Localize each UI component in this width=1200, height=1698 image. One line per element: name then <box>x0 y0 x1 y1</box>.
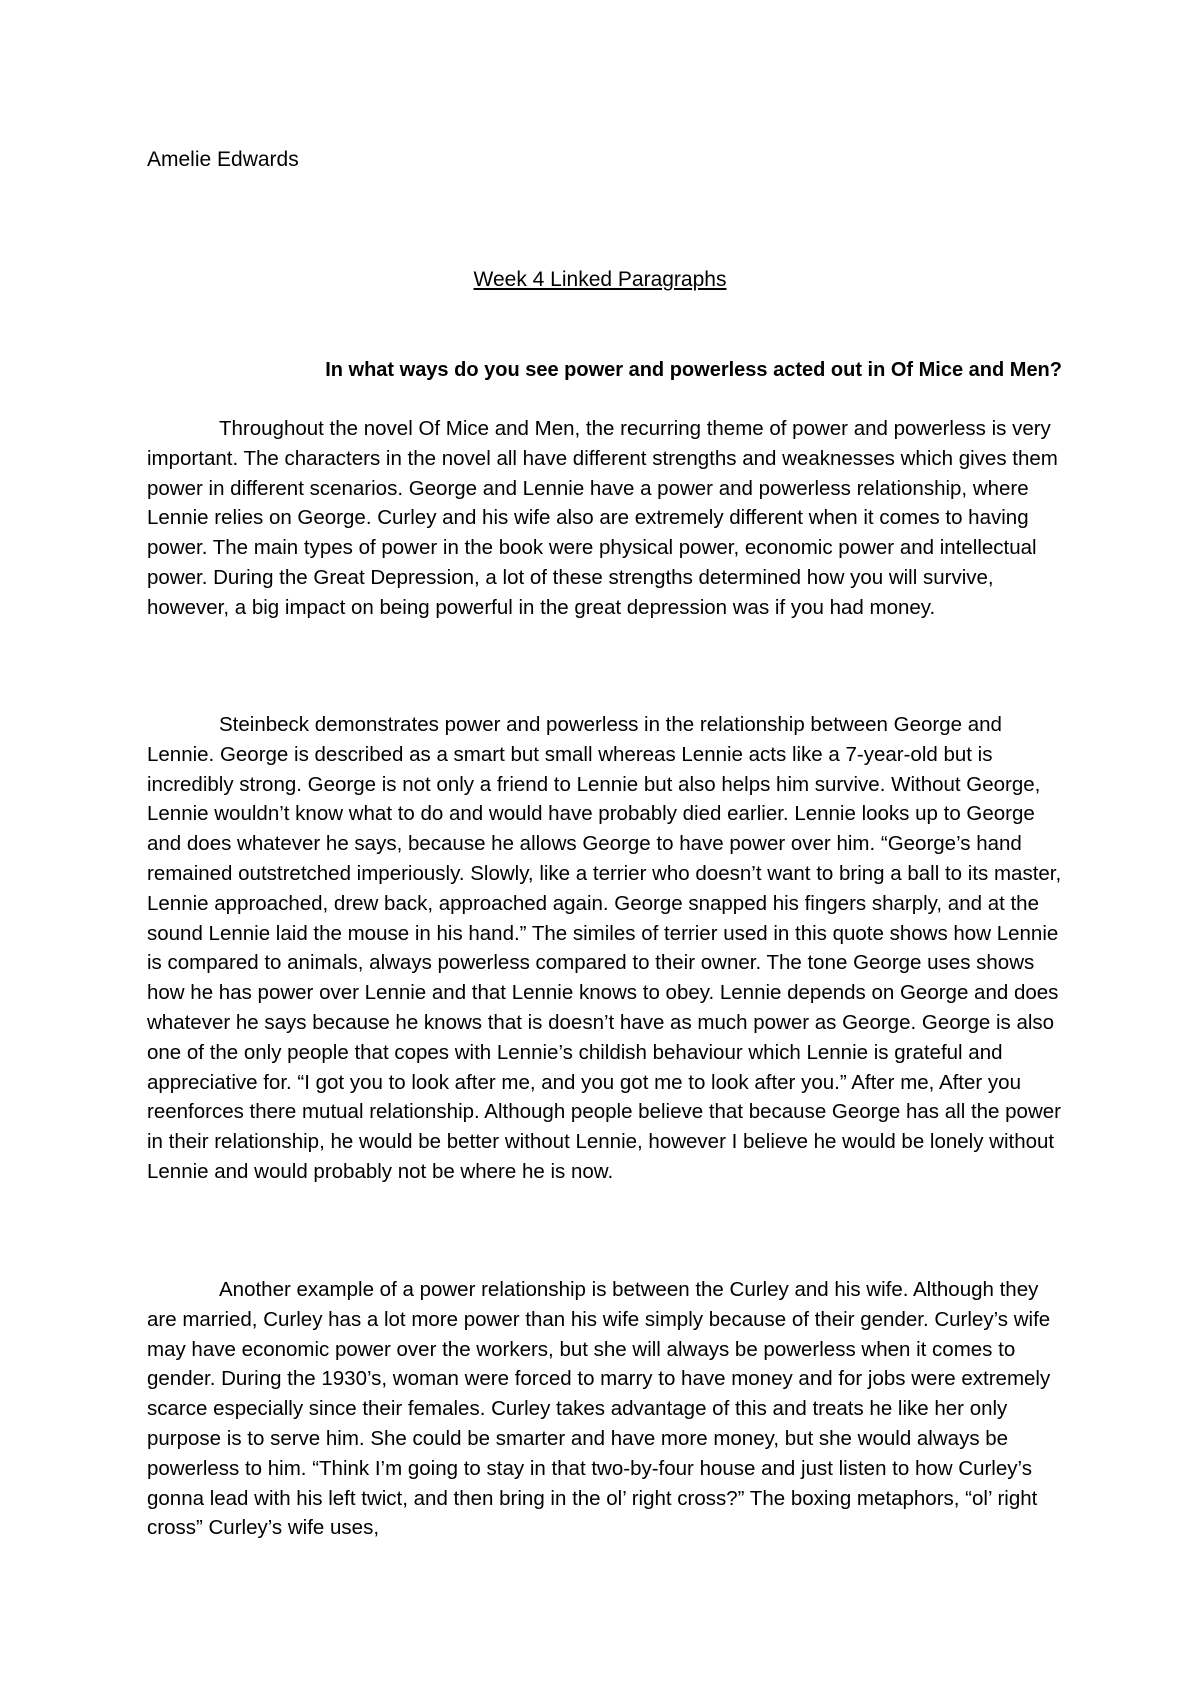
paragraph-introduction: Throughout the novel Of Mice and Men, the recurring theme of power and powerless is very important. The characters in the novel all have different strengths and weaknesses which gives them power in different scenarios. George and Lennie have a power and powerless relationship, where Lennie relies on George. Curley and his wife also are extremely different when it comes to having power. The main types of power in the book were physical power, economic power and intellectual power. During the Great Depression, a lot of these strengths determined how you will survive, however, a big impact on being powerful in the great depression was if you had money. <box>147 417 1058 619</box>
author-name: Amelie Edwards <box>147 148 299 171</box>
paragraph-curley-wife: Another example of a power relationship is between the Curley and his wife. Although they are married, Curley has a lot more power than his wife simply because of their gender. Curley’s wife may have economic power over the workers, but she will always be powerless when it comes to gender. During the 1930’s, woman were forced to marry to have money and for jobs were extremely scarce especially since their females. Curley takes advantage of this and treats he like her only purpose is to serve him. She could be smarter and have more money, but she would always be powerless to him. “Think I’m going to stay in that two-by-four house and just listen to how Curley’s gonna lead with his left twict, and then bring in the ol’ right cross?” The boxing metaphors, “ol’ right cross” Curley’s wife uses, <box>147 1278 1051 1540</box>
essay-question: In what ways do you see power and powerless acted out in Of Mice and Men? <box>325 359 1062 381</box>
paragraph-george-lennie: Steinbeck demonstrates power and powerless in the relationship between George and Lennie. George is described as a smart but small whereas Lennie acts like a 7-year-old but is incredibly strong. George is not only a friend to Lennie but also helps him survive. Without George, Lennie wouldn’t know what to do and would have probably died earlier. Lennie looks up to George and does whatever he says, because he allows George to have power over him. “George’s hand remained outstretched imperiously. Slowly, like a terrier who doesn’t want to bring a ball to its master, Lennie approached, drew back, approached again. George snapped his fingers sharply, and at the sound Lennie laid the mouse in his hand.” The similes of terrier used in this quote shows how Lennie is compared to animals, always powerless compared to their owner. The tone George uses shows how he has power over Lennie and that Lennie knows to obey. Lennie depends on George and does whatever he says because he knows that is doesn’t have as much power as George. George is also one of the only people that copes with Lennie’s childish behaviour which Lennie is grateful and appreciative for. “I got you to look after me, and you got me to look after you.” After me, After you reenforces there mutual relationship. Although people believe that because George has all the power in their relationship, he would be better without Lennie, however I believe he would be lonely without Lennie and would probably not be where he is now. <box>147 713 1062 1183</box>
document-title: Week 4 Linked Paragraphs <box>473 268 727 291</box>
